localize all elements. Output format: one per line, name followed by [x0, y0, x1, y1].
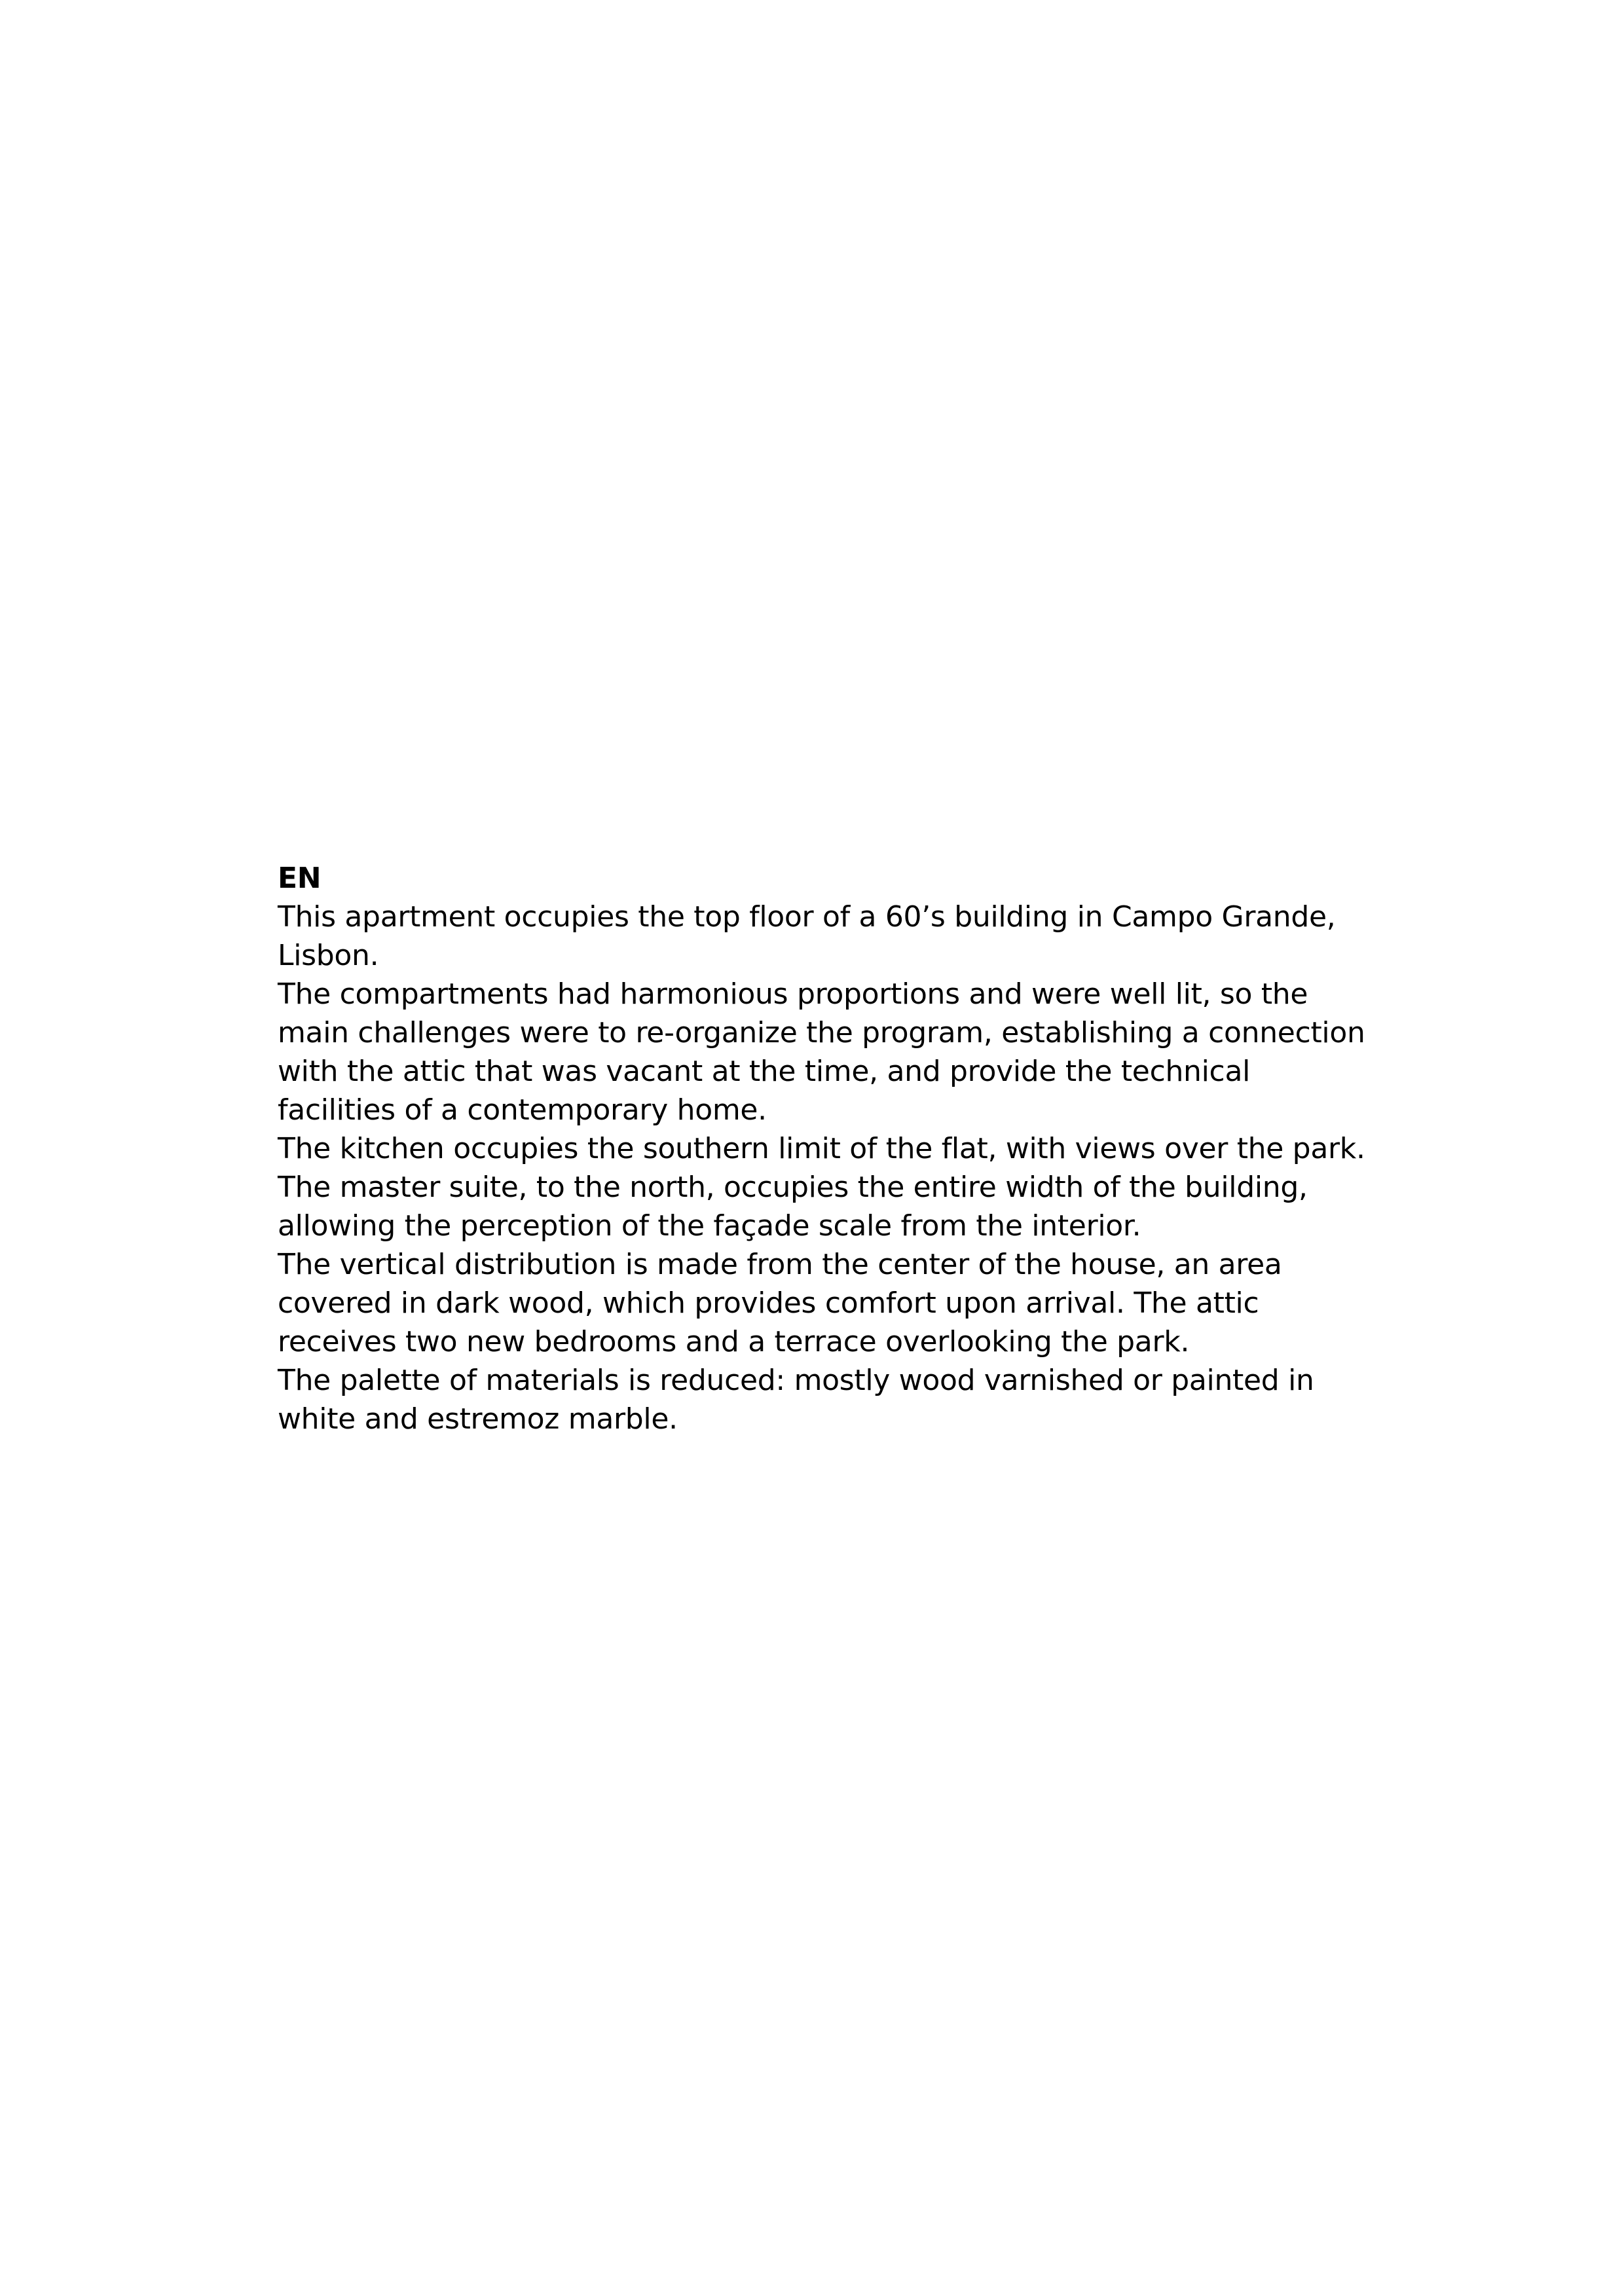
paragraph-intro: This apartment occupies the top floor of a 60’s building in Campo Grande, Lisbon. — [278, 900, 1336, 972]
language-label: EN — [278, 862, 322, 895]
paragraph-materials: The palette of materials is reduced: mostly wood varnished or painted in white and estremoz marble. — [278, 1364, 1314, 1436]
paragraph-challenges: The compartments had harmonious proportions and were well lit, so the main challenges were to re-organize the program, establishing a connection with the attic that was vacant at the time, and provide the technical facilities of a contemporary home. — [278, 977, 1365, 1127]
paragraph-layout: The kitchen occupies the southern limit of the flat, with views over the park. The master suite, to the north, occupies the entire width of the building, allowing the perception of the façade scale from the interior. — [278, 1132, 1365, 1243]
paragraph-distribution: The vertical distribution is made from the center of the house, an area covered in dark wood, which provides comfort upon arrival. The attic receives two new bedrooms and a terrace overlooking the park. — [278, 1248, 1282, 1358]
document-text-block — [278, 859, 1391, 1438]
